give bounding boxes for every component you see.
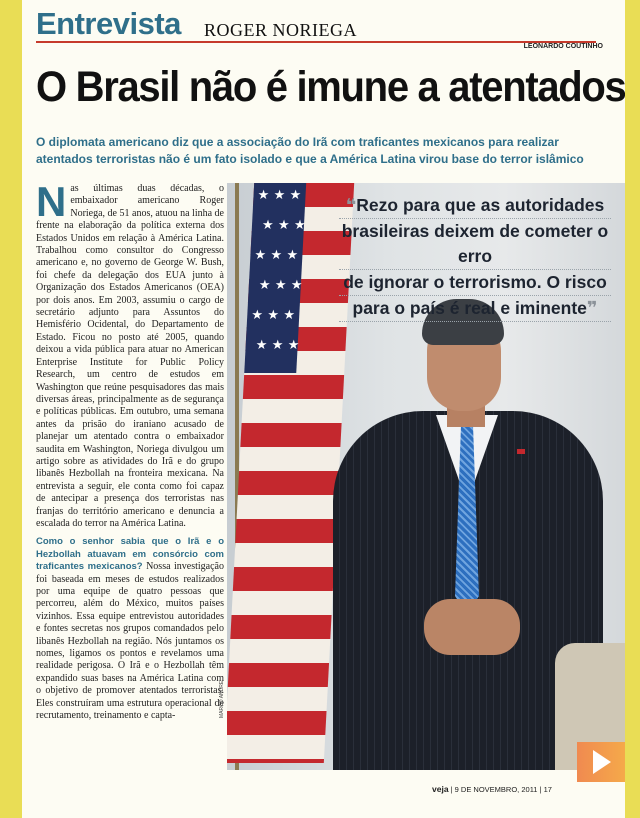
flag-canton bbox=[244, 183, 306, 373]
pull-quote bbox=[339, 193, 611, 322]
lapel-pin bbox=[517, 449, 525, 454]
next-page-arrow-icon bbox=[593, 750, 611, 774]
flag-star: ★ bbox=[289, 188, 302, 203]
footer-brand: veja bbox=[432, 784, 449, 794]
pull-quote-line: de ignorar o terrorismo. O risco bbox=[339, 270, 611, 296]
headline: O Brasil não é imune a atentados bbox=[36, 63, 625, 111]
page-number: 17 bbox=[543, 785, 552, 794]
drop-cap: N bbox=[36, 183, 67, 225]
pull-quote-line: ❝Rezo para que as autoridades bbox=[339, 193, 611, 219]
next-page-button[interactable] bbox=[577, 742, 625, 782]
interview-answer: Nossa investigação foi baseada em meses de estudos realizados por uma equipe de quatro pessoas que percorreu, além do México, muitos países vizinhos. Essa equipe entrevistou autoridades e fontes secretas nos grupos comandados pelo libanês Hezbollah na região. Nós juntamos os nomes, ligamos os pontos e revelamos uma realidade perigosa. O Irã e o Hezbollah têm expandido suas bases na América Latina com o objetivo de promover atentados terroristas. Eles construíram uma estrutura operacional de recrutamento, treinamento e capta- bbox=[36, 561, 224, 722]
photo-credit: MARCO ANDRE bbox=[219, 680, 225, 718]
pull-quote-line: para o país é real e iminente❞ bbox=[339, 296, 611, 322]
page-frame-right bbox=[625, 0, 640, 818]
flag-star: ★ bbox=[287, 338, 300, 353]
interview-question: Como o senhor sabia que o Irã e o Hezbollah atuavam em consórcio com traficantes mexicanos? bbox=[36, 536, 224, 573]
subhead: O diplomata americano diz que a associação do Irã com traficantes mexicanos para realizar atentados terroristas não é um fato isolado e que a América Latina virou base do terror islâmico bbox=[36, 135, 584, 167]
flag-star: ★ bbox=[274, 278, 287, 293]
section-header bbox=[36, 6, 611, 40]
footer-date: 9 DE NOVEMBRO, 2011 bbox=[454, 785, 538, 794]
flag-star: ★ bbox=[257, 188, 270, 203]
flag-star: ★ bbox=[273, 188, 286, 203]
qa-paragraph bbox=[36, 536, 224, 722]
flag-star: ★ bbox=[266, 308, 280, 323]
flag-star: ★ bbox=[290, 278, 303, 293]
page-frame-left bbox=[0, 0, 22, 818]
section-label: Entrevista bbox=[36, 6, 181, 41]
magazine-page bbox=[22, 0, 625, 818]
body-column bbox=[36, 183, 224, 783]
flag-star: ★ bbox=[282, 308, 296, 323]
open-quote-icon: ❝ bbox=[345, 195, 357, 216]
flag-star: ★ bbox=[270, 248, 283, 263]
clasped-hands bbox=[424, 599, 520, 655]
flag-star: ★ bbox=[293, 218, 307, 233]
flag-star: ★ bbox=[255, 338, 268, 353]
flag-star: ★ bbox=[250, 308, 264, 323]
pull-quote-line: brasileiras deixem de cometer o erro bbox=[339, 219, 611, 270]
page-footer: veja | 9 DE NOVEMBRO, 2011 | 17 bbox=[432, 784, 552, 794]
byline: LEONARDO COUTINHO bbox=[523, 43, 603, 50]
intro-text: as últimas duas décadas, o embaixador americano Roger Noriega, de 51 anos, atuou na linha de frente na elaboração da política externa dos Estados Unidos em relação à América Latina. Trabalhou como consultor do Congresso americano e, no governo de George W. Bush, foi chefe da delegação dos EUA junto à Organização dos Estados Americanos (OEA) por dois anos. Em 2003, assumiu o cargo de secretário adjunto para Assuntos do Hemisfério Ocidental, do Departamento de Estado. Ficou no posto até 2005, quando deixou a vida pública para atuar no American Enterprise Institute for Public Policy Research, um centro de estudos em Washington que reúne pesquisadores das mais diversas áreas, principalmente as de segurança e políticas públicas. Em outubro, uma semana antes da prisão do iraniano acusado de planejar um atentado contra o embaixador saudita em Washington, Noriega divulgou um artigo sobre as atividades do Irã e do grupo libanês Hezbollah na fronteira mexicana. Na entrevista a seguir, ele conta como foi capaz de antecipar a presença dos terroristas nas franjas do território americano e denuncia a escalada do terror na América Latina. bbox=[36, 183, 224, 529]
flag-star: ★ bbox=[286, 248, 299, 263]
flag-star: ★ bbox=[261, 218, 275, 233]
interviewee-name: ROGER NORIEGA bbox=[204, 20, 357, 40]
header-rule bbox=[36, 41, 596, 43]
flag-star: ★ bbox=[258, 278, 271, 293]
flag-star: ★ bbox=[254, 248, 267, 263]
flag-star: ★ bbox=[277, 218, 291, 233]
intro-paragraph bbox=[36, 183, 224, 530]
close-quote-icon: ❞ bbox=[586, 298, 598, 319]
flag-star: ★ bbox=[271, 338, 284, 353]
portrait-photo bbox=[227, 183, 625, 770]
